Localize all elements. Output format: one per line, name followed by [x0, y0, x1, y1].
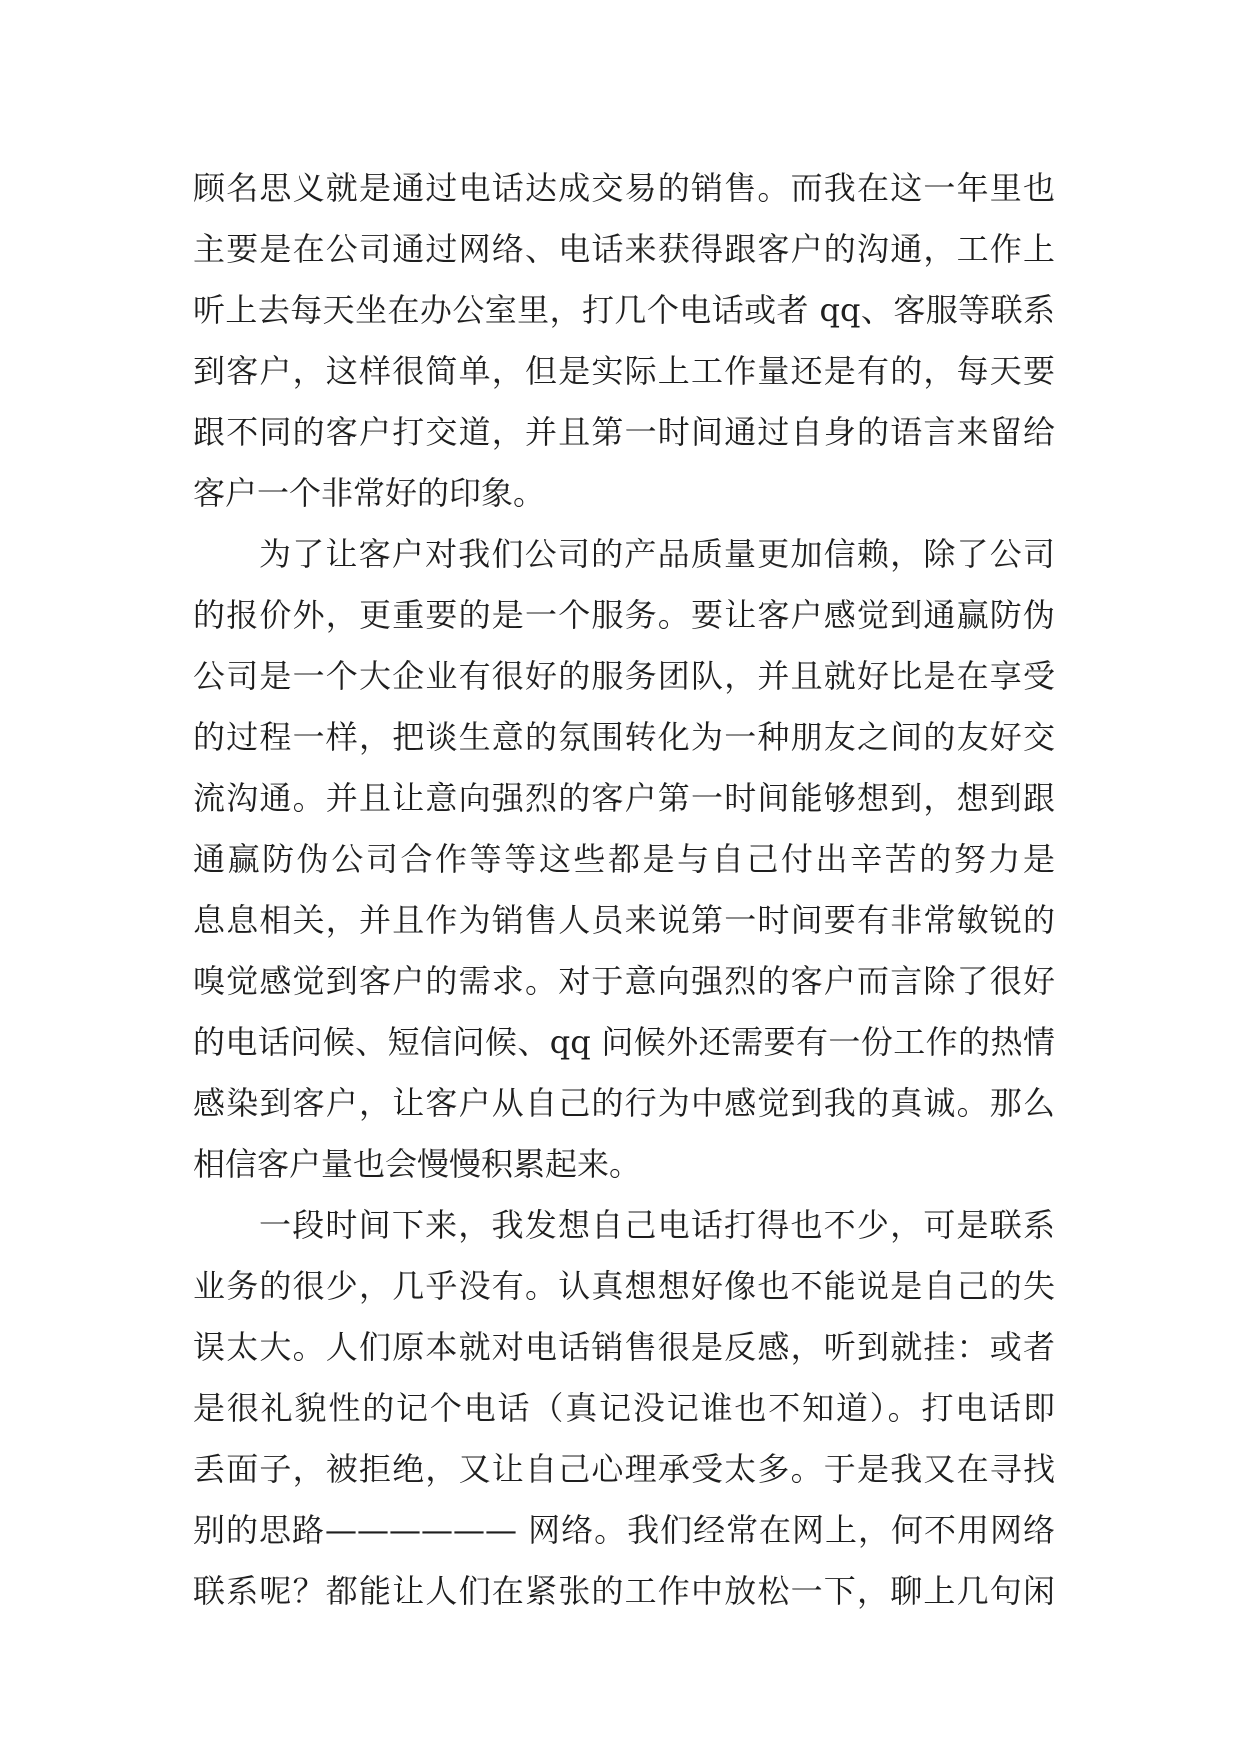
text-line: 客户一个非常好的印象。: [193, 474, 546, 512]
text-line: 息息相关，并且作为销售人员来说第一时间要有非常敏锐的: [193, 901, 1055, 939]
text-line: 通赢防伪公司合作等等这些都是与自己付出辛苦的努力是: [193, 840, 1055, 878]
text-line: 顾名思义就是通过电话达成交易的销售。而我在这一年里也: [193, 169, 1055, 207]
text-line: 的过程一样，把谈生意的氛围转化为一种朋友之间的友好交: [193, 718, 1055, 756]
paragraph: [193, 1195, 1055, 1622]
text-line: 流沟通。并且让意向强烈的客户第一时间能够想到，想到跟: [193, 779, 1055, 817]
text-line: 公司是一个大企业有很好的服务团队，并且就好比是在享受: [193, 657, 1055, 695]
text-line: 丢面子，被拒绝，又让自己心理承受太多。于是我又在寻找: [193, 1450, 1055, 1488]
text-line: 感染到客户，让客户从自己的行为中感觉到我的真诚。那么: [193, 1084, 1055, 1122]
text-line: 是很礼貌性的记个电话（真记没记谁也不知道）。打电话即: [193, 1389, 1055, 1427]
document-body: [193, 158, 1055, 1622]
text-line: 业务的很少，几乎没有。认真想想好像也不能说是自己的失: [193, 1267, 1055, 1305]
text-line: 的电话问候、短信问候、qq 问候外还需要有一份工作的热情: [193, 1023, 1055, 1061]
text-line: 别的思路—————— 网络。我们经常在网上，何不用网络: [193, 1511, 1055, 1549]
text-line: 到客户，这样很简单，但是实际上工作量还是有的，每天要: [193, 352, 1055, 390]
text-line: 误太大。人们原本就对电话销售很是反感，听到就挂：或者: [193, 1328, 1055, 1366]
text-line: 的报价外，更重要的是一个服务。要让客户感觉到通赢防伪: [193, 596, 1055, 634]
text-line: 听上去每天坐在办公室里，打几个电话或者 qq、客服等联系: [193, 291, 1055, 329]
paragraph: [193, 524, 1055, 1195]
paragraph: [193, 158, 1055, 524]
text-line: 跟不同的客户打交道，并且第一时间通过自身的语言来留给: [193, 413, 1055, 451]
text-line: 一段时间下来，我发想自己电话打得也不少，可是联系: [259, 1206, 1055, 1244]
text-line: 为了让客户对我们公司的产品质量更加信赖，除了公司: [259, 535, 1055, 573]
text-line: 相信客户量也会慢慢积累起来。: [193, 1145, 642, 1183]
text-line: 主要是在公司通过网络、电话来获得跟客户的沟通，工作上: [193, 230, 1055, 268]
text-line: 嗅觉感觉到客户的需求。对于意向强烈的客户而言除了很好: [193, 962, 1055, 1000]
text-line: 联系呢？都能让人们在紧张的工作中放松一下，聊上几句闲: [193, 1572, 1055, 1610]
